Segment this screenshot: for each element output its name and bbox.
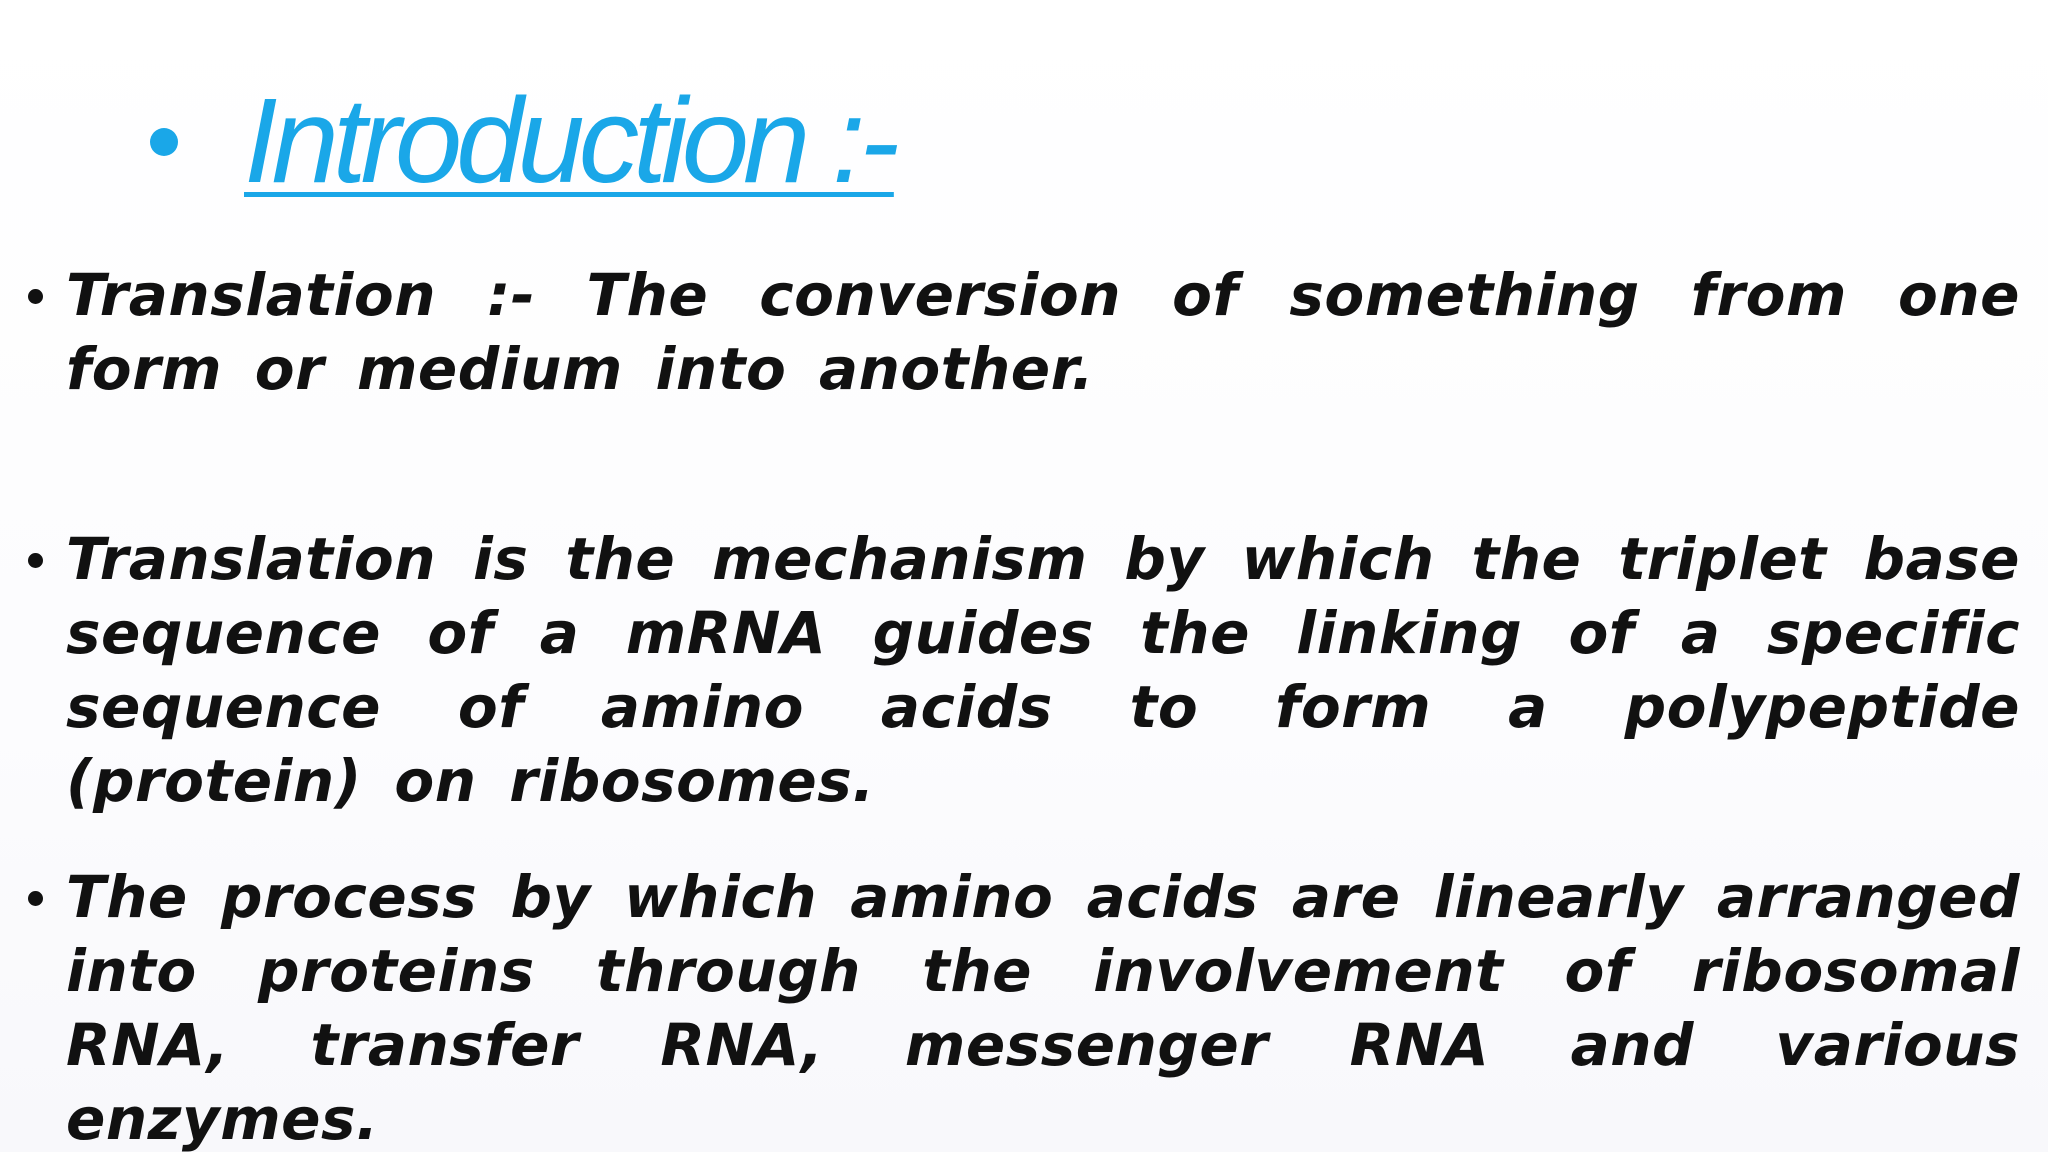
bullet-icon — [28, 289, 43, 304]
bullet-text: The process by which amino acids are linearly arranged into proteins through the involvement of ribosomal RNA, transfer RNA, messenger RNA and various enzymes. — [66, 863, 2020, 1153]
bullet-item — [28, 522, 2020, 818]
bullet-icon — [28, 553, 43, 568]
heading-title: Introduction :- — [244, 71, 894, 208]
slide-heading — [150, 70, 894, 210]
bullet-text: Translation is the mechanism by which the triplet base sequence of a mRNA guides the linking of a specific sequence of amino acids to form a polypeptide (protein) on ribosomes. — [66, 525, 2020, 815]
heading-bullet-icon — [150, 128, 178, 156]
bullet-item — [28, 258, 2020, 406]
bullet-item — [28, 860, 2020, 1156]
bullet-icon — [28, 891, 43, 906]
bullet-text: Translation :- The conversion of something from one form or medium into another. — [66, 261, 2020, 403]
